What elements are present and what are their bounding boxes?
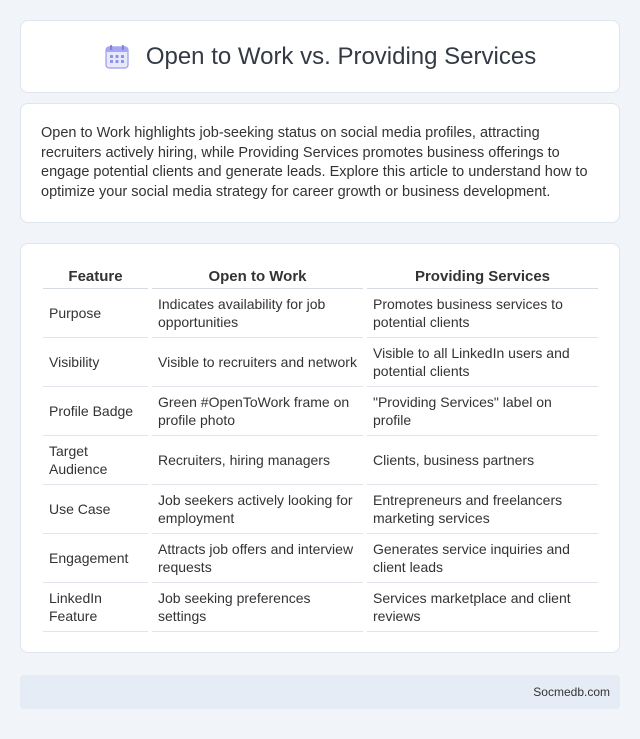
cell-feature: Profile Badge	[43, 386, 150, 435]
intro-card	[20, 103, 620, 223]
comparison-table	[43, 264, 598, 632]
cell-open-to-work: Indicates availability for job opportunities	[150, 288, 365, 337]
table-row	[43, 533, 598, 582]
title-card	[20, 20, 620, 93]
table-header-row	[43, 264, 598, 288]
cell-open-to-work: Recruiters, hiring managers	[150, 435, 365, 484]
table-row	[43, 435, 598, 484]
header-open-to-work: Open to Work	[150, 264, 365, 288]
cell-feature: Engagement	[43, 533, 150, 582]
cell-open-to-work: Green #OpenToWork frame on profile photo	[150, 386, 365, 435]
cell-providing-services: Clients, business partners	[365, 435, 598, 484]
cell-providing-services: Promotes business services to potential clients	[365, 288, 598, 337]
cell-providing-services: "Providing Services" label on profile	[365, 386, 598, 435]
cell-feature: Use Case	[43, 484, 150, 533]
footer	[20, 675, 620, 709]
cell-providing-services: Entrepreneurs and freelancers marketing services	[365, 484, 598, 533]
title-wrap	[104, 43, 536, 71]
page-title: Open to Work vs. Providing Services	[145, 42, 537, 70]
cell-feature: LinkedIn Feature	[43, 582, 150, 631]
cell-providing-services: Services marketplace and client reviews	[365, 582, 598, 631]
header-feature: Feature	[43, 264, 150, 288]
table-row	[43, 582, 598, 631]
cell-open-to-work: Visible to recruiters and network	[150, 337, 365, 386]
calendar-icon	[104, 44, 130, 70]
cell-providing-services: Visible to all LinkedIn users and potential clients	[365, 337, 598, 386]
cell-open-to-work: Attracts job offers and interview requests	[150, 533, 365, 582]
header-providing-services: Providing Services	[365, 264, 598, 288]
cell-feature: Visibility	[43, 337, 150, 386]
table-row	[43, 288, 598, 337]
table-row	[43, 484, 598, 533]
cell-feature: Purpose	[43, 288, 150, 337]
intro-paragraph: Open to Work highlights job-seeking status on social media profiles, attracting recruiters actively hiring, while Providing Services promotes business offerings to engage potential clients and generate leads. Explore this article to understand how to optimize your social media strategy for career growth or business development.	[41, 125, 588, 200]
cell-providing-services: Generates service inquiries and client leads	[365, 533, 598, 582]
table-row	[43, 386, 598, 435]
cell-open-to-work: Job seekers actively looking for employment	[150, 484, 365, 533]
comparison-card	[20, 243, 620, 653]
footer-site-link[interactable]: Socmedb.com	[533, 685, 610, 699]
cell-feature: Target Audience	[43, 435, 150, 484]
table-row	[43, 337, 598, 386]
cell-open-to-work: Job seeking preferences settings	[150, 582, 365, 631]
